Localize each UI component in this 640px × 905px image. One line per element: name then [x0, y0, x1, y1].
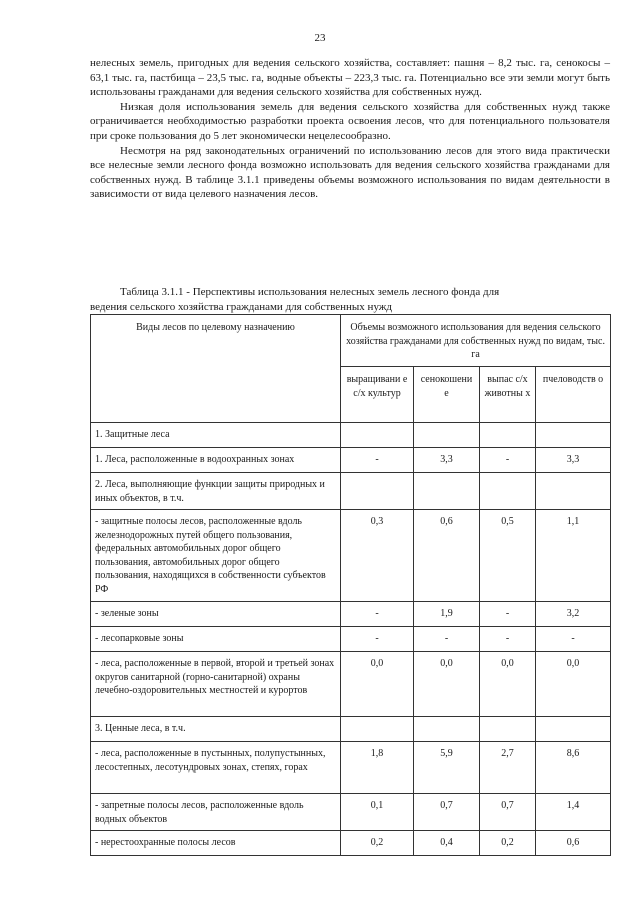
- cell: 0,0: [536, 652, 611, 717]
- cell: 0,2: [480, 831, 536, 856]
- cell: 0,7: [414, 794, 480, 831]
- cell: -: [341, 602, 414, 627]
- cell: [536, 717, 611, 742]
- cell: [414, 717, 480, 742]
- header-forest-type: Виды лесов по целевому назначению: [91, 315, 341, 423]
- cell: 2,7: [480, 742, 536, 794]
- cell: 0,0: [414, 652, 480, 717]
- row-label: 2. Леса, выполняющие функции защиты природных и иных объектов, в т.ч.: [91, 473, 341, 510]
- row-label: 1. Защитные леса: [91, 423, 341, 448]
- cell: 1,9: [414, 602, 480, 627]
- row-label: - лесопарковые зоны: [91, 627, 341, 652]
- cell: 0,1: [341, 794, 414, 831]
- cell: 1,8: [341, 742, 414, 794]
- cell: 0,6: [536, 831, 611, 856]
- cell: 0,7: [480, 794, 536, 831]
- cell: [480, 717, 536, 742]
- row-label: - зеленые зоны: [91, 602, 341, 627]
- cell: 0,5: [480, 510, 536, 602]
- cell: [480, 473, 536, 510]
- cell: [480, 423, 536, 448]
- cell: 0,6: [414, 510, 480, 602]
- table-row: [91, 423, 611, 448]
- cell: 3,2: [536, 602, 611, 627]
- table-caption: [90, 285, 610, 314]
- cell: [414, 423, 480, 448]
- cell: 1,4: [536, 794, 611, 831]
- cell: -: [480, 448, 536, 473]
- row-label: - леса, расположенные в пустынных, полупустынных, лесостепных, лесотундровых зонах, степях, горах: [91, 742, 341, 794]
- subheader-haymaking: сенокошени е: [414, 367, 480, 423]
- row-label: 1. Леса, расположенные в водоохранных зонах: [91, 448, 341, 473]
- cell: [341, 717, 414, 742]
- cell: [536, 423, 611, 448]
- paragraph: Несмотря на ряд законодательных ограничений по использованию лесов для этого вида практически все нелесные земли лесного фонда возможно использовать для ведения сельского хозяйства гражданами для собственных нужд. В таблице 3.1.1 приведены объемы возможного использования по видам деятельности в зависимости от вида целевого назначения лесов.: [90, 144, 610, 201]
- table-row: [91, 602, 611, 627]
- paragraph: Низкая доля использования земель для ведения сельского хозяйства для собственных нужд также ограничивается необходимостью разработки проекта освоения лесов, что для потенциального пользователя при сроке пользования до 5 лет экономически нецелесообразно.: [90, 100, 610, 142]
- subheader-crops: выращивани е с/х культур: [341, 367, 414, 423]
- cell: 8,6: [536, 742, 611, 794]
- cell: 0,2: [341, 831, 414, 856]
- table-header-row: [91, 315, 611, 367]
- table-row: [91, 831, 611, 856]
- table-row: [91, 627, 611, 652]
- subheader-beekeeping: пчеловодств о: [536, 367, 611, 423]
- cell: -: [341, 627, 414, 652]
- table-row: [91, 448, 611, 473]
- header-volumes: Объемы возможного использования для ведения сельского хозяйства гражданами для собственных нужд по видам, тыс. га: [341, 315, 611, 367]
- subheader-grazing: выпас с/х животны х: [480, 367, 536, 423]
- table-row: [91, 742, 611, 794]
- body-text: [90, 56, 610, 202]
- table-caption-line: ведения сельского хозяйства гражданами для собственных нужд: [90, 300, 393, 313]
- cell: -: [536, 627, 611, 652]
- table-row: [91, 510, 611, 602]
- data-table: [90, 314, 611, 856]
- cell: -: [480, 602, 536, 627]
- table-caption-line: Таблица 3.1.1 - Перспективы использования нелесных земель лесного фонда для: [120, 286, 500, 298]
- cell: 1,1: [536, 510, 611, 602]
- cell: 0,3: [341, 510, 414, 602]
- cell: [341, 423, 414, 448]
- cell: 0,4: [414, 831, 480, 856]
- cell: 0,0: [341, 652, 414, 717]
- cell: [414, 473, 480, 510]
- cell: -: [341, 448, 414, 473]
- cell: [536, 473, 611, 510]
- row-label: - леса, расположенные в первой, второй и третьей зонах округов санитарной (горно-санитарной) охраны лечебно-оздоровительных местностей и курортов: [91, 652, 341, 717]
- cell: 0,0: [480, 652, 536, 717]
- page-number: 23: [314, 32, 326, 44]
- cell: [341, 473, 414, 510]
- table-row: [91, 652, 611, 717]
- row-label: 3. Ценные леса, в т.ч.: [91, 717, 341, 742]
- table-row: [91, 717, 611, 742]
- row-label: - нерестоохранные полосы лесов: [91, 831, 341, 856]
- table-row: [91, 794, 611, 831]
- cell: 3,3: [414, 448, 480, 473]
- cell: 3,3: [536, 448, 611, 473]
- cell: 5,9: [414, 742, 480, 794]
- cell: -: [480, 627, 536, 652]
- row-label: - защитные полосы лесов, расположенные вдоль железнодорожных путей общего пользования, федеральных автомобильных дорог общего пользования, автомобильных дорог общего пользования, находящихся в собственности субъектов РФ: [91, 510, 341, 602]
- row-label: - запретные полосы лесов, расположенные вдоль водных объектов: [91, 794, 341, 831]
- table-row: [91, 473, 611, 510]
- paragraph: нелесных земель, пригодных для ведения сельского хозяйства, составляет: пашня – 8,2 тыс. га, сенокосы – 63,1 тыс. га, пастбища – 23,5 тыс. га, водные объекты – 223,3 тыс. га. Потенциально все эти земли могут быть использованы гражданами для ведения сельского хозяйства для собственных нужд.: [90, 57, 610, 99]
- cell: -: [414, 627, 480, 652]
